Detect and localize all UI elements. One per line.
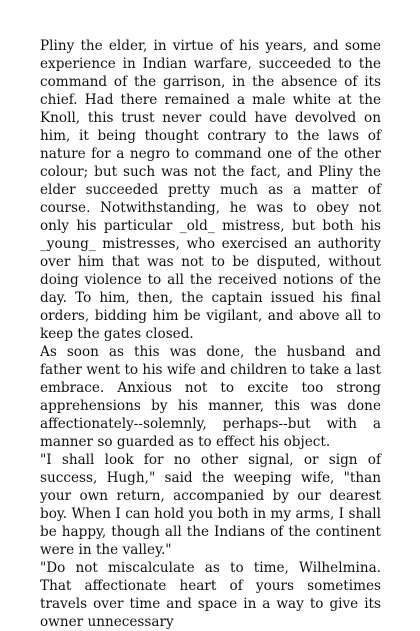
paragraph-4: "Do not miscalculate as to time, Wilhelmina. That affectionate heart of yours sometimes travels over time and space in a way to give its owner unnecessary [40, 560, 381, 630]
paragraph-1: Pliny the elder, in virtue of his years, and some experience in Indian warfare, succeeded to the command of the garrison, in the absence of its chief. Had there remained a male white at the Knoll, this trust never could have devolved on him, it being thought contrary to the laws of nature for a negro to command one of the other colour; but such was not the fact, and Pliny the elder succeeded pretty much as a matter of course. Notwithstanding, he was to obey not only his particular _old_ mistress, but both his _young_ mistresses, who exercised an authority over him that was not to be disputed, without doing violence to all the received notions of the day. To him, then, the captain issued his final orders, bidding him be vigilant, and above all to keep the gates closed. [40, 38, 381, 342]
paragraph-2: As soon as this was done, the husband and father went to his wife and children to take a last embrace. Anxious not to excite too strong apprehensions by his manner, this was done affectionately--solemnly, perhaps--but with a manner so guarded as to effect his object. [40, 344, 381, 450]
document-page [40, 37, 381, 631]
paragraph-3: "I shall look for no other signal, or sign of success, Hugh," said the weeping wife, "than your own return, accompanied by our dearest boy. When I can hold you both in my arms, I shall be happy, though all the Indians of the continent were in the valley." [40, 452, 381, 558]
